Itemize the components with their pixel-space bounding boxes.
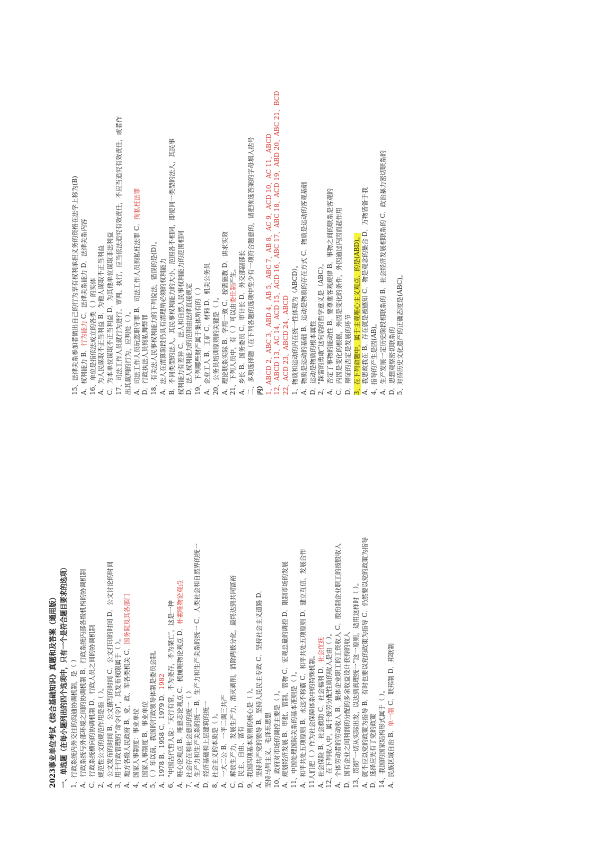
line-text: A．国家人事制度 B．事业单位	[141, 701, 149, 788]
answer-highlight-text: 朴素唯物论观点	[176, 580, 184, 625]
text-line	[300, 406, 309, 788]
text-line	[274, 17, 283, 395]
line-text: C．为本单位谋取不正当利益 D．为其他单位谋取非法利益	[107, 232, 115, 395]
line-text: A．就不应以党的政策为指导 B．有时也要以党的政策为指导 C．仍然要以党的政策为指导	[361, 537, 369, 788]
text-line	[389, 17, 398, 395]
line-text: 20、公务员培训原则的关键是（ ）。	[212, 293, 220, 395]
line-text: 5、对待历史文化遗产的正确态度是(ABC)。	[397, 271, 405, 395]
line-text: 17、司法工作人员就行为进行、审判、执行，应当依法追究有效责任，不应当追究有效责任，或者作	[115, 116, 123, 395]
answer-highlight-text: 委任制	[230, 284, 238, 304]
text-line	[194, 406, 203, 788]
line-text: A．唯心论观点 B．唯意志论观点 C．机械唯物论观点 D．	[176, 624, 184, 788]
text-line	[159, 406, 168, 788]
line-text: A．乡长 B．国务委员 C．审计长 D．外交部副部长	[239, 250, 247, 395]
text-line	[168, 406, 177, 788]
text-line	[362, 17, 371, 395]
text-line	[274, 406, 283, 788]
text-line	[292, 17, 301, 395]
answer-highlight-text: 22、ACD 23、ABCD 24、ABCD	[283, 295, 291, 395]
answer-highlight-text: 行为能力	[80, 320, 88, 347]
text-line	[134, 17, 143, 395]
text-line	[266, 17, 275, 395]
text-line	[344, 406, 353, 788]
text-line	[213, 17, 222, 395]
line-text: 2、“踩雷的勇敢”这句话的哲学意义是（ABC）。	[318, 260, 326, 395]
text-line	[380, 17, 389, 395]
line-text: C．内因是变化的根据，外因是变化的条件，外因通过内因而起作用	[335, 207, 343, 395]
line-text: 11人们把（ ）作为社会保障体系中的特殊机制。	[308, 652, 316, 788]
text-line	[212, 406, 221, 788]
text-line	[115, 406, 124, 788]
text-line	[186, 406, 195, 788]
line-text: 权利能力有差异 C．法人和自然人民事权利能力的范围相同	[177, 230, 185, 395]
text-line	[177, 406, 186, 788]
text-line	[239, 17, 248, 395]
line-text: 1、物质和运动的内在统一性体现为（ABCD）。	[291, 261, 299, 395]
text-line	[80, 406, 89, 788]
text-line	[310, 17, 319, 395]
line-text: 7、社会存在和社会意识的统一（ ）	[185, 687, 193, 788]
line-text: 16、单位是指依法成立的各类（ ）的实体	[89, 277, 97, 395]
line-text: 内）	[256, 382, 264, 395]
text-line	[71, 406, 80, 788]
text-line	[107, 406, 116, 788]
line-text: D．辩证的否定是发展的环节	[344, 314, 352, 395]
text-line	[318, 17, 327, 395]
text-line	[238, 406, 247, 788]
line-text: D．经济基础和上层建筑的统一	[203, 701, 211, 788]
line-text: A．个体劳动者的劳动收入 B．集体企业职工的工资收入 C．股份制企业职工的按股收入	[335, 543, 343, 788]
line-text: 14、我国的国家结构形式属于（ ）。	[379, 686, 387, 788]
line-text: A．我思故我在 B．存在就是被感知 C．物是观念的集合 D．万物皆备于我	[362, 187, 370, 395]
text-line	[116, 17, 125, 395]
text-line	[379, 406, 388, 788]
line-text: A．行政系统与外部环境之间的协调机制 B．行政系统内部各级机构的协调机制	[80, 569, 88, 788]
line-text: A．物质是运动的基础 B．运动是物质的存在方式 C．物质是运动的客观基础	[300, 181, 308, 395]
line-text: 11、中国处理国际关系的基本准则是（ ）。	[291, 667, 299, 788]
text-line	[151, 17, 160, 395]
line-text: B．不同类型的法人，其民事权利能力的大小、范围各不相同，即使同一类型的法人，其民事	[168, 138, 176, 395]
line-text: A．理论联系实际 B．学用一致 C．按需施教 D．讲求实效	[221, 231, 229, 395]
right-question-list	[72, 17, 406, 395]
line-text: A．权利能力 B．	[80, 346, 88, 395]
text-line	[124, 406, 133, 788]
text-line	[301, 17, 310, 395]
right-column	[0, 17, 406, 395]
text-line	[107, 17, 116, 395]
line-text: 6、“中国古代哲人说：‘天行有常，不为尧存，不为桀亡’，这是一种	[168, 600, 176, 788]
line-text: 8、社会主义的本质是（ ）。	[212, 709, 220, 788]
line-text: D．行政执法人员徇私舞弊罪	[142, 314, 150, 395]
line-text: 产生。	[230, 265, 238, 285]
text-line	[81, 17, 90, 395]
text-line	[221, 406, 230, 788]
line-text: 3、用于行政管理的“命令(令)”，其发布权限属于（ ）。	[115, 635, 123, 788]
line-text: C．联邦制 D．邦联制	[388, 643, 395, 708]
line-text: A．生产发展一定历史阶段相联系的 B．社会经济发展相联系的 C．政治暴力密切联系的	[379, 150, 387, 395]
line-text: 4、指导的产生是因(AB)。	[371, 320, 379, 395]
line-text: A．否定了事物的能动性 B．要尊重客观规律 B．事物之间的联系是客观的	[327, 188, 335, 395]
text-line	[326, 406, 335, 788]
line-text: D．运动是物质的根本属性	[309, 320, 317, 395]
answer-highlight-text: 单一制	[388, 707, 395, 727]
text-line	[257, 17, 266, 395]
line-text: A．公文发布的时间 B．公文撰写的时间 C．公文打印的时间 D．公文讨论的时间	[106, 561, 114, 788]
line-text: D．民主、自由、富有	[238, 726, 246, 788]
text-line	[388, 406, 397, 788]
text-line	[142, 17, 151, 395]
line-text: 9、我国四项基本原则的核心是（ ）。	[247, 684, 255, 788]
line-text: A．民族区域自治 B．	[388, 726, 395, 788]
text-line	[354, 17, 363, 395]
line-text: 2、规范性公文的规范作用是指（ ）。	[97, 684, 105, 788]
answer-highlight-text: 徇私枉法罪	[133, 188, 141, 220]
text-line	[327, 17, 336, 395]
line-text: A．一大二公 B．一平二调三共产	[220, 694, 228, 788]
line-text: A．1978 B．1958 C．1979 D．	[159, 689, 167, 788]
text-line	[247, 406, 256, 788]
line-text: 13、贯彻“一切从实际出发，以达到真理统一”这一原则，适用这样时（ ）。	[352, 579, 360, 788]
text-line	[186, 17, 195, 395]
text-line	[230, 17, 239, 395]
text-line	[222, 17, 231, 395]
answer-highlight-text: 1、ABCD 2、ABC 3、ABD 4、AB 5、ABC 7、AB 8、AC 9、ACD 10、AC 11、ABCD	[265, 133, 273, 395]
line-text: 5、（ ）年以前，我国的行政领导体制是委员会制。	[150, 646, 158, 788]
line-text: A．司法工作人员玩忽职守罪 B．司法工作人员徇私枉法罪 C．	[133, 219, 141, 395]
line-text: D．选择应先有了党的政策	[370, 713, 378, 788]
line-text: 4、国家人事制度：事业单位	[132, 708, 140, 788]
line-text: 12、在下列收入中，属于按劳分配性质的收入是由（ ）。	[326, 630, 334, 788]
text-line	[98, 17, 107, 395]
line-text: 坚持马列主义、毛泽东思想	[264, 712, 272, 788]
line-text: A．地方各级人民政府 B．党、政、军各类机关 C．	[124, 644, 132, 788]
text-line	[125, 17, 134, 395]
text-line	[133, 406, 142, 788]
text-line	[336, 17, 345, 395]
text-line	[318, 406, 327, 788]
text-line	[142, 406, 151, 788]
answer-highlight-text: 1982	[159, 673, 167, 690]
document-title: 2023事业单位考试《综合基础知识》真题和及答案（通用版）	[48, 593, 57, 788]
text-line	[230, 406, 239, 788]
text-line	[353, 406, 362, 788]
text-line	[309, 406, 318, 788]
line-text: A．为人民谋取不正当利益 B．为他人谋取不正当利益	[98, 245, 106, 395]
line-text: A．规划经济发展 B．审批、管制、管物 C．宏观总量的调控 D．限制市场的发展	[282, 561, 290, 788]
line-text: 二、多项选择题（在下列各题的选项中至少有一项符合题意的，请把所选答案的字母填入括号	[247, 136, 255, 395]
line-text: 15、法律关系参加者做出自己的行为享有权利承担义务的资格在法学上称为(B)	[72, 175, 79, 395]
line-text: C．法律关系能力 D．法律关系内容	[80, 218, 88, 321]
answer-highlight-text: 社会优抚	[317, 637, 325, 663]
line-text: 出其裁判的行为，应判处（ ）。	[124, 307, 132, 395]
line-text: D．国有企业之间利润的分配的多余收益设计获得的收入	[344, 631, 352, 788]
line-text: A．坚持共产党的领导 B．坚持人民民主专政 C．坚持社会主义道路 D．	[256, 586, 264, 788]
answer-highlight-text: 12、ABCD 13、AC 14、ACD 15、ACD 16、ABC 17、ABC 18、ACD 19、ABD 20、ABC 21、BCD	[274, 90, 282, 395]
line-text: D．思想观察密切联系的	[388, 326, 396, 395]
line-text: D．法人权利能力的范围由法律直接规定	[186, 282, 194, 395]
text-line	[283, 17, 292, 395]
left-column	[0, 406, 397, 788]
text-line	[160, 17, 169, 395]
text-line	[72, 17, 81, 395]
text-line	[195, 17, 204, 395]
text-line	[204, 17, 213, 395]
text-line	[90, 17, 99, 395]
line-text: 1、行政系统内外交往的沟通协调机制，是（ ）	[71, 656, 79, 788]
text-line	[203, 406, 212, 788]
line-text: 3、在下列命题中，属于主观唯心主义观点、的是(ABD)。	[353, 233, 361, 395]
text-line	[150, 406, 159, 788]
text-line	[345, 17, 354, 395]
answer-highlight-text: 国务院及其各部门	[124, 593, 132, 645]
line-text: 21、下列人员中，有（ ）可以由	[230, 303, 238, 395]
section-heading-single-choice: 一、单选题（在每小题列出的四个选项中，只有一个是符合题目要求的选项）	[60, 563, 69, 788]
text-line	[248, 17, 257, 395]
text-line	[282, 406, 291, 788]
line-text: 10、政府对市场的调控主要是（ ）。	[273, 686, 281, 788]
line-text: A．法人在清算阶段仍具有清理所必须的权利能力	[159, 258, 167, 395]
left-question-list	[71, 406, 396, 788]
line-text: C．解放生产力，发展生产力，消灭剥削，消除两极分化，最终达到共同富裕	[229, 575, 237, 788]
line-text: A．社会保险 B．社会救助 C．社会福利 D．	[317, 662, 325, 788]
text-line	[397, 17, 406, 395]
text-line	[362, 406, 371, 788]
line-text: 18、有关法人民事权利能力的下列说法，错误的是(D）。	[151, 237, 159, 395]
line-text: A．生产力和生产关系的统一 B．生产力和生产关系的统一 C．人类社会和自然界的统一	[194, 543, 202, 788]
text-line	[371, 17, 380, 395]
text-line	[256, 406, 265, 788]
line-text: A．和平共处五项原则 B．永远不称霸 C．和平共处五项原则 D．建立互信、发展合作	[300, 548, 308, 788]
line-text: 19、下列哪些财产属于集体所有的（ ）	[195, 284, 203, 395]
line-text: C．行政系统横向的协调机制 D．行政人员之间的协调机制	[88, 625, 96, 788]
text-line	[169, 17, 178, 395]
text-line	[178, 17, 187, 395]
text-line	[370, 406, 379, 788]
text-line	[265, 406, 274, 788]
text-line	[89, 406, 98, 788]
text-line	[98, 406, 107, 788]
line-text: A．企业工人 B．工矿 C．材料 D．机关公务员	[203, 262, 211, 395]
text-line	[335, 406, 344, 788]
text-line	[291, 406, 300, 788]
